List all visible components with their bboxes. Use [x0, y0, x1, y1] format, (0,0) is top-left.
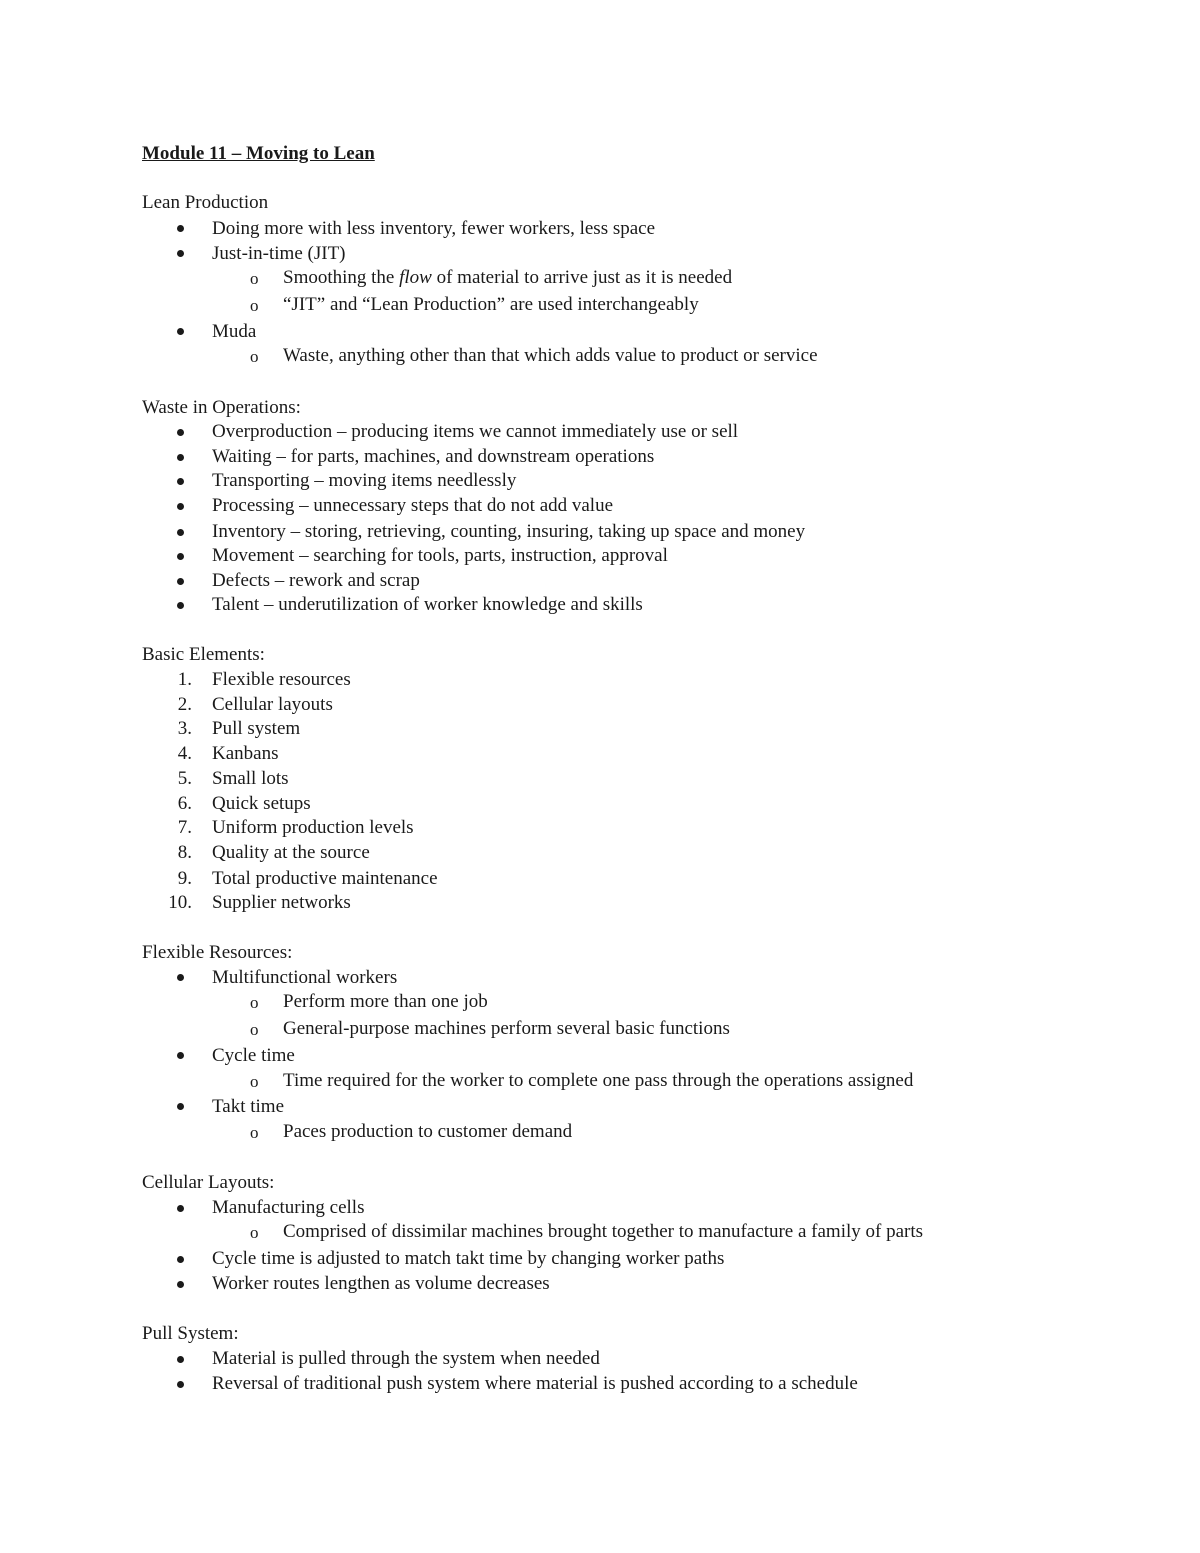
list-item: Muda: [212, 321, 257, 342]
list-number: 2.: [177, 694, 192, 715]
list-item: Overproduction – producing items we cannot immediately use or sell: [212, 421, 739, 442]
list-item: Worker routes lengthen as volume decreases: [212, 1273, 550, 1294]
section-heading-basic-elements: Basic Elements:: [142, 644, 265, 665]
section-heading-lean-production: Lean Production: [142, 192, 269, 213]
list-number: 8.: [177, 842, 192, 863]
bullet-icon: [177, 1356, 184, 1363]
list-item: Multifunctional workers: [212, 967, 398, 988]
bullet-icon: [177, 1103, 184, 1110]
bullet-icon: [177, 974, 184, 981]
list-item: Quick setups: [212, 793, 311, 814]
list-item: Perform more than one job: [283, 991, 488, 1012]
bullet-icon: [177, 578, 184, 585]
bullet-icon: [177, 1281, 184, 1288]
list-item: Comprised of dissimilar machines brought together to manufacture a family of parts: [283, 1221, 924, 1242]
list-item: Cellular layouts: [212, 694, 333, 715]
bullet-icon: [177, 454, 184, 461]
list-number: 4.: [177, 743, 192, 764]
bullet-icon: [177, 1381, 184, 1388]
list-number: 3.: [177, 718, 192, 739]
list-number: 1.: [177, 669, 192, 690]
list-item: Doing more with less inventory, fewer workers, less space: [212, 218, 656, 239]
bullet-icon: [177, 250, 184, 257]
list-item: Time required for the worker to complete one pass through the operations assigned: [283, 1070, 914, 1091]
list-item: Cycle time is adjusted to match takt time by changing worker paths: [212, 1248, 725, 1269]
list-item: Reversal of traditional push system where material is pushed according to a schedule: [212, 1373, 858, 1394]
list-item: Just-in-time (JIT): [212, 243, 346, 264]
sub-bullet-icon: o: [250, 296, 259, 315]
list-item: Paces production to customer demand: [283, 1121, 573, 1142]
bullet-icon: [177, 328, 184, 335]
sub-bullet-icon: o: [250, 993, 259, 1012]
list-item: Quality at the source: [212, 842, 370, 863]
list-item: “JIT” and “Lean Production” are used interchangeably: [283, 294, 699, 315]
sub-bullet-icon: o: [250, 269, 259, 288]
list-item: Material is pulled through the system when needed: [212, 1348, 600, 1369]
list-item: Transporting – moving items needlessly: [212, 470, 517, 491]
page-title: Module 11 – Moving to Lean: [142, 143, 375, 164]
bullet-icon: [177, 553, 184, 560]
list-number: 7.: [177, 817, 192, 838]
list-item: Smoothing the flow of material to arrive just as it is needed: [283, 267, 733, 288]
section-heading-cellular-layouts: Cellular Layouts:: [142, 1172, 275, 1193]
list-item: Movement – searching for tools, parts, instruction, approval: [212, 545, 668, 566]
bullet-icon: [177, 429, 184, 436]
list-item: Takt time: [212, 1096, 285, 1117]
list-item: General-purpose machines perform several basic functions: [283, 1018, 730, 1039]
list-number: 6.: [177, 793, 192, 814]
bullet-icon: [177, 503, 184, 510]
bullet-icon: [177, 602, 184, 609]
bullet-icon: [177, 478, 184, 485]
list-number: 9.: [177, 868, 192, 889]
list-item: Defects – rework and scrap: [212, 570, 420, 591]
list-item: Cycle time: [212, 1045, 295, 1066]
list-number: 5.: [177, 768, 192, 789]
list-item: Pull system: [212, 718, 301, 739]
sub-bullet-icon: o: [250, 1123, 259, 1142]
sub-bullet-icon: o: [250, 347, 259, 366]
list-item: Uniform production levels: [212, 817, 414, 838]
list-item: Kanbans: [212, 743, 279, 764]
section-heading-pull-system: Pull System:: [142, 1323, 239, 1344]
list-item: Inventory – storing, retrieving, counting, insuring, taking up space and money: [212, 521, 806, 542]
sub-bullet-icon: o: [250, 1223, 259, 1242]
list-item: Processing – unnecessary steps that do not add value: [212, 495, 614, 516]
bullet-icon: [177, 1052, 184, 1059]
bullet-icon: [177, 225, 184, 232]
section-heading-flexible-resources: Flexible Resources:: [142, 942, 293, 963]
list-item: Small lots: [212, 768, 289, 789]
list-item: Waste, anything other than that which adds value to product or service: [283, 345, 818, 366]
bullet-icon: [177, 529, 184, 536]
list-item: Talent – underutilization of worker knowledge and skills: [212, 594, 643, 615]
list-item: Flexible resources: [212, 669, 351, 690]
bullet-icon: [177, 1256, 184, 1263]
sub-bullet-icon: o: [250, 1072, 259, 1091]
bullet-icon: [177, 1205, 184, 1212]
list-item: Total productive maintenance: [212, 868, 438, 889]
list-item: Manufacturing cells: [212, 1197, 365, 1218]
sub-bullet-icon: o: [250, 1020, 259, 1039]
list-item: Waiting – for parts, machines, and downstream operations: [212, 446, 655, 467]
list-number: 10.: [168, 892, 192, 913]
section-heading-waste: Waste in Operations:: [142, 397, 301, 418]
list-item: Supplier networks: [212, 892, 351, 913]
